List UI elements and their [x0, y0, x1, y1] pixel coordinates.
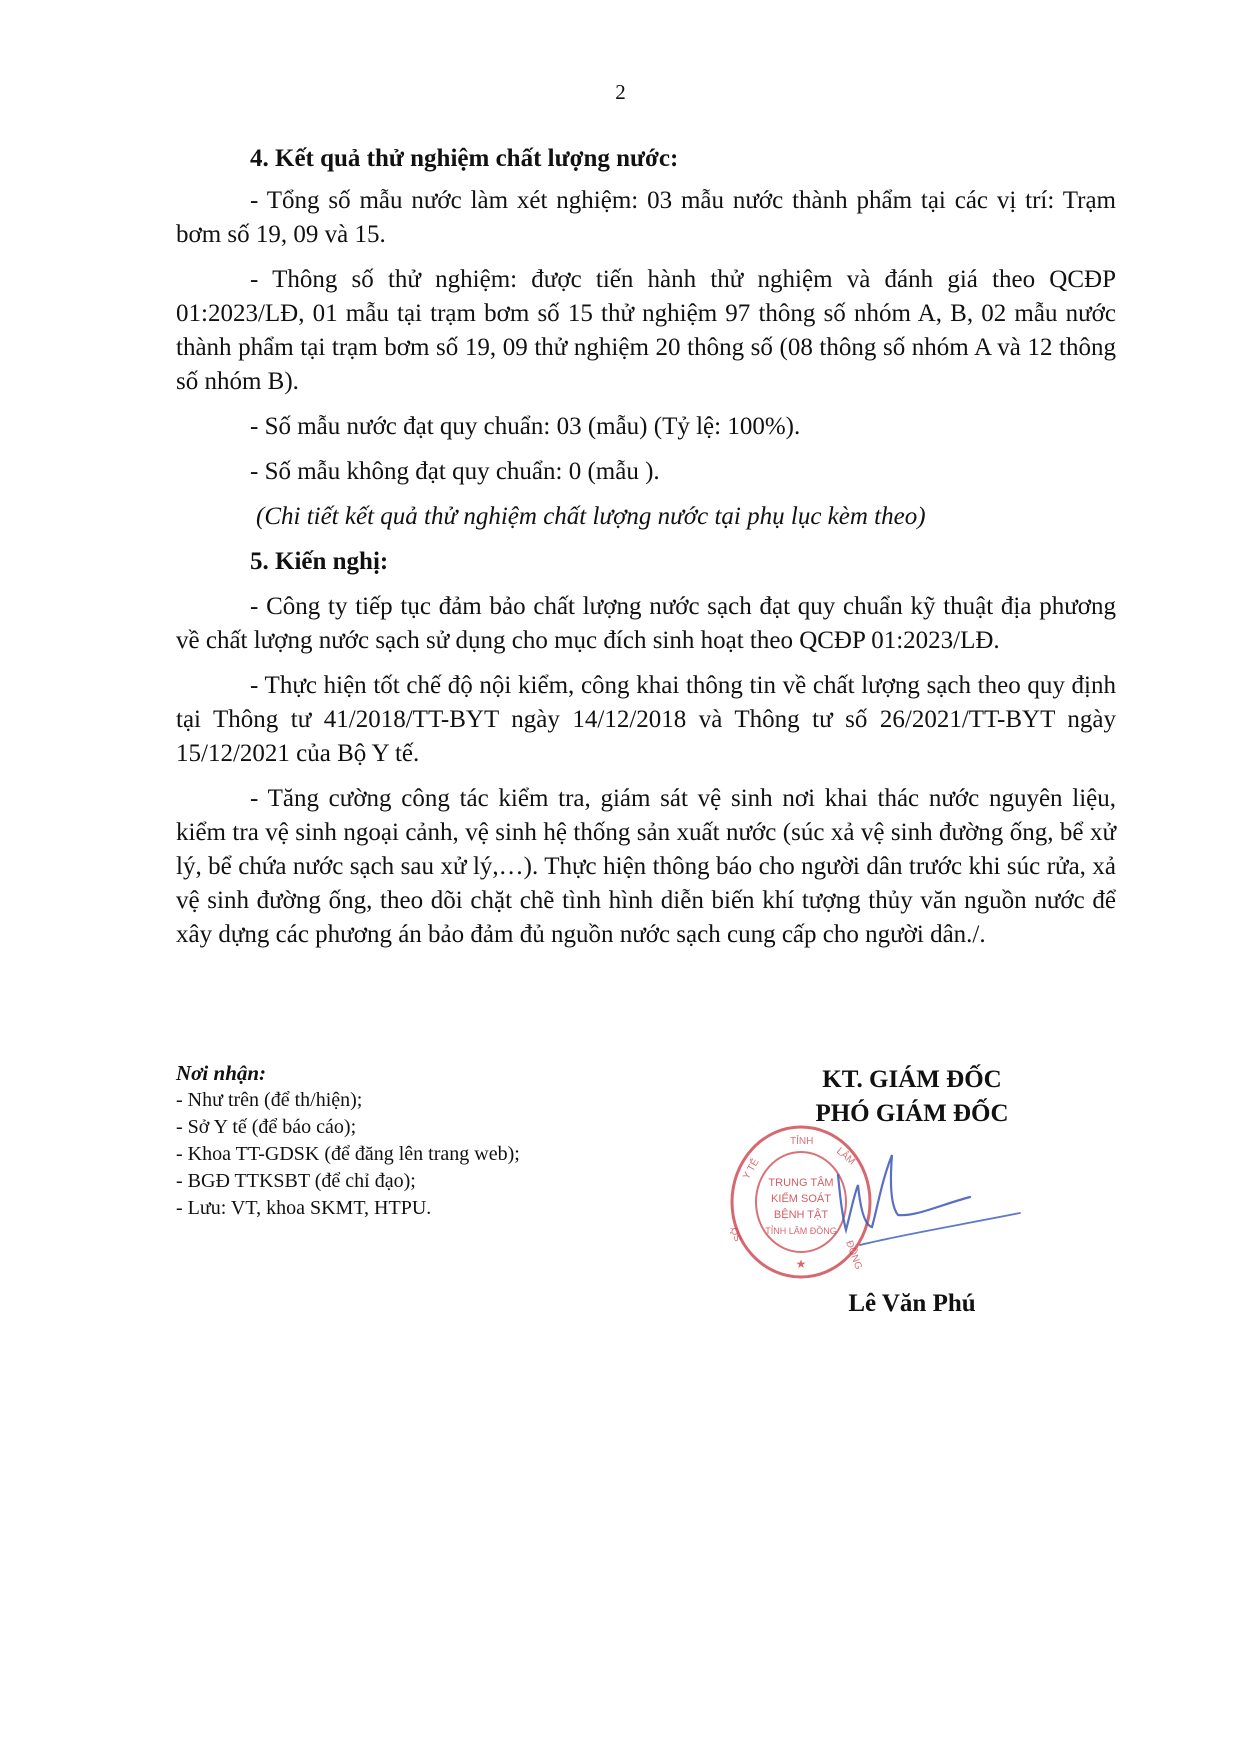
section-4-paragraph-failed: - Số mẫu không đạt quy chuẩn: 0 (mẫu ). [250, 458, 660, 485]
section-5-paragraph-internal-check: - Thực hiện tốt chế độ nội kiểm, công khai thông tin về chất lượng sạch theo quy định tại Thông tư 41/2018/TT-BYT ngày 14/12/2018 và Thông tư số 26/2021/TT-BYT ngày 15/12/2021 của Bộ Y tế. [176, 672, 1116, 767]
recipients-title: Nơi nhận: [176, 1061, 267, 1085]
svg-text:BỆNH TẬT: BỆNH TẬT [773, 1209, 829, 1221]
svg-text:TRUNG TÂM: TRUNG TÂM [768, 1177, 834, 1189]
handwritten-signature [820, 1135, 1040, 1255]
svg-text:★: ★ [795, 1257, 807, 1271]
section-4-heading: 4. Kết quả thử nghiệm chất lượng nước: [250, 145, 679, 172]
recipient-item: - Như trên (để th/hiện); [176, 1089, 363, 1111]
recipients-list [176, 1087, 520, 1222]
svg-text:TỈNH LÂM ĐỒNG: TỈNH LÂM ĐỒNG [765, 1226, 837, 1236]
section-5-heading: 5. Kiến nghị: [250, 548, 389, 575]
signer-name: Lê Văn Phú [848, 1290, 976, 1317]
svg-text:SỞ: SỞ [729, 1224, 745, 1243]
section-4-appendix-note: (Chi tiết kết quả thử nghiệm chất lượng nước tại phụ lục kèm theo) [256, 503, 926, 530]
recipient-item: - BGĐ TTKSBT (để chỉ đạo); [176, 1170, 416, 1192]
signature-title-line2: PHÓ GIÁM ĐỐC [815, 1100, 1009, 1127]
svg-text:LÂM: LÂM [834, 1145, 857, 1168]
signature-block [762, 1063, 1062, 1131]
section-4-paragraph-samples: - Tổng số mẫu nước làm xét nghiệm: 03 mẫu nước thành phẩm tại các vị trí: Trạm bơm số 19, 09 và 15. [176, 187, 1116, 248]
section-4-paragraph-parameters: - Thông số thử nghiệm: được tiến hành thử nghiệm và đánh giá theo QCĐP 01:2023/LĐ, 01 mẫu tại trạm bơm số 15 thử nghiệm 97 thông số nhóm A, B, 02 mẫu nước thành phẩm tại trạm bơm số 19, 09 thử nghiệm 20 thông số (08 thông số nhóm A và 12 thông số nhóm B). [176, 266, 1116, 395]
svg-text:Y TẾ: Y TẾ [741, 1157, 762, 1182]
document-body [176, 142, 1116, 952]
svg-text:KIỂM SOÁT: KIỂM SOÁT [771, 1193, 831, 1205]
page-number: 2 [615, 80, 626, 104]
signature-icon [820, 1135, 1040, 1255]
recipients-block [176, 1060, 520, 1222]
section-5-paragraph-quality: - Công ty tiếp tục đảm bảo chất lượng nước sạch đạt quy chuẩn kỹ thuật địa phương về chất lượng nước sạch sử dụng cho mục đích sinh hoạt theo QCĐP 01:2023/LĐ. [176, 593, 1116, 654]
recipient-item: - Khoa TT-GDSK (để đăng lên trang web); [176, 1143, 520, 1165]
section-5-paragraph-inspection: - Tăng cường công tác kiểm tra, giám sát vệ sinh nơi khai thác nước nguyên liệu, kiểm tra vệ sinh ngoại cảnh, vệ sinh hệ thống sản xuất nước (súc xả vệ sinh đường ống, bể xử lý, bể chứa nước sạch sau xử lý,…). Thực hiện thông báo cho người dân trước khi súc rửa, xả vệ sinh đường ống, theo dõi chặt chẽ tình hình diễn biến khí tượng thủy văn nguồn nước để xây dựng các phương án bảo đảm đủ nguồn nước sạch cung cấp cho người dân./. [176, 785, 1116, 948]
svg-text:TỈNH: TỈNH [790, 1136, 814, 1147]
svg-text:ĐỒNG: ĐỒNG [843, 1239, 864, 1272]
section-4-paragraph-passed: - Số mẫu nước đạt quy chuẩn: 03 (mẫu) (Tỷ lệ: 100%). [250, 413, 801, 440]
recipient-item: - Sở Y tế (để báo cáo); [176, 1116, 357, 1138]
recipient-item: - Lưu: VT, khoa SKMT, HTPU. [176, 1197, 432, 1219]
signature-title-line1: KT. GIÁM ĐỐC [822, 1066, 1002, 1093]
